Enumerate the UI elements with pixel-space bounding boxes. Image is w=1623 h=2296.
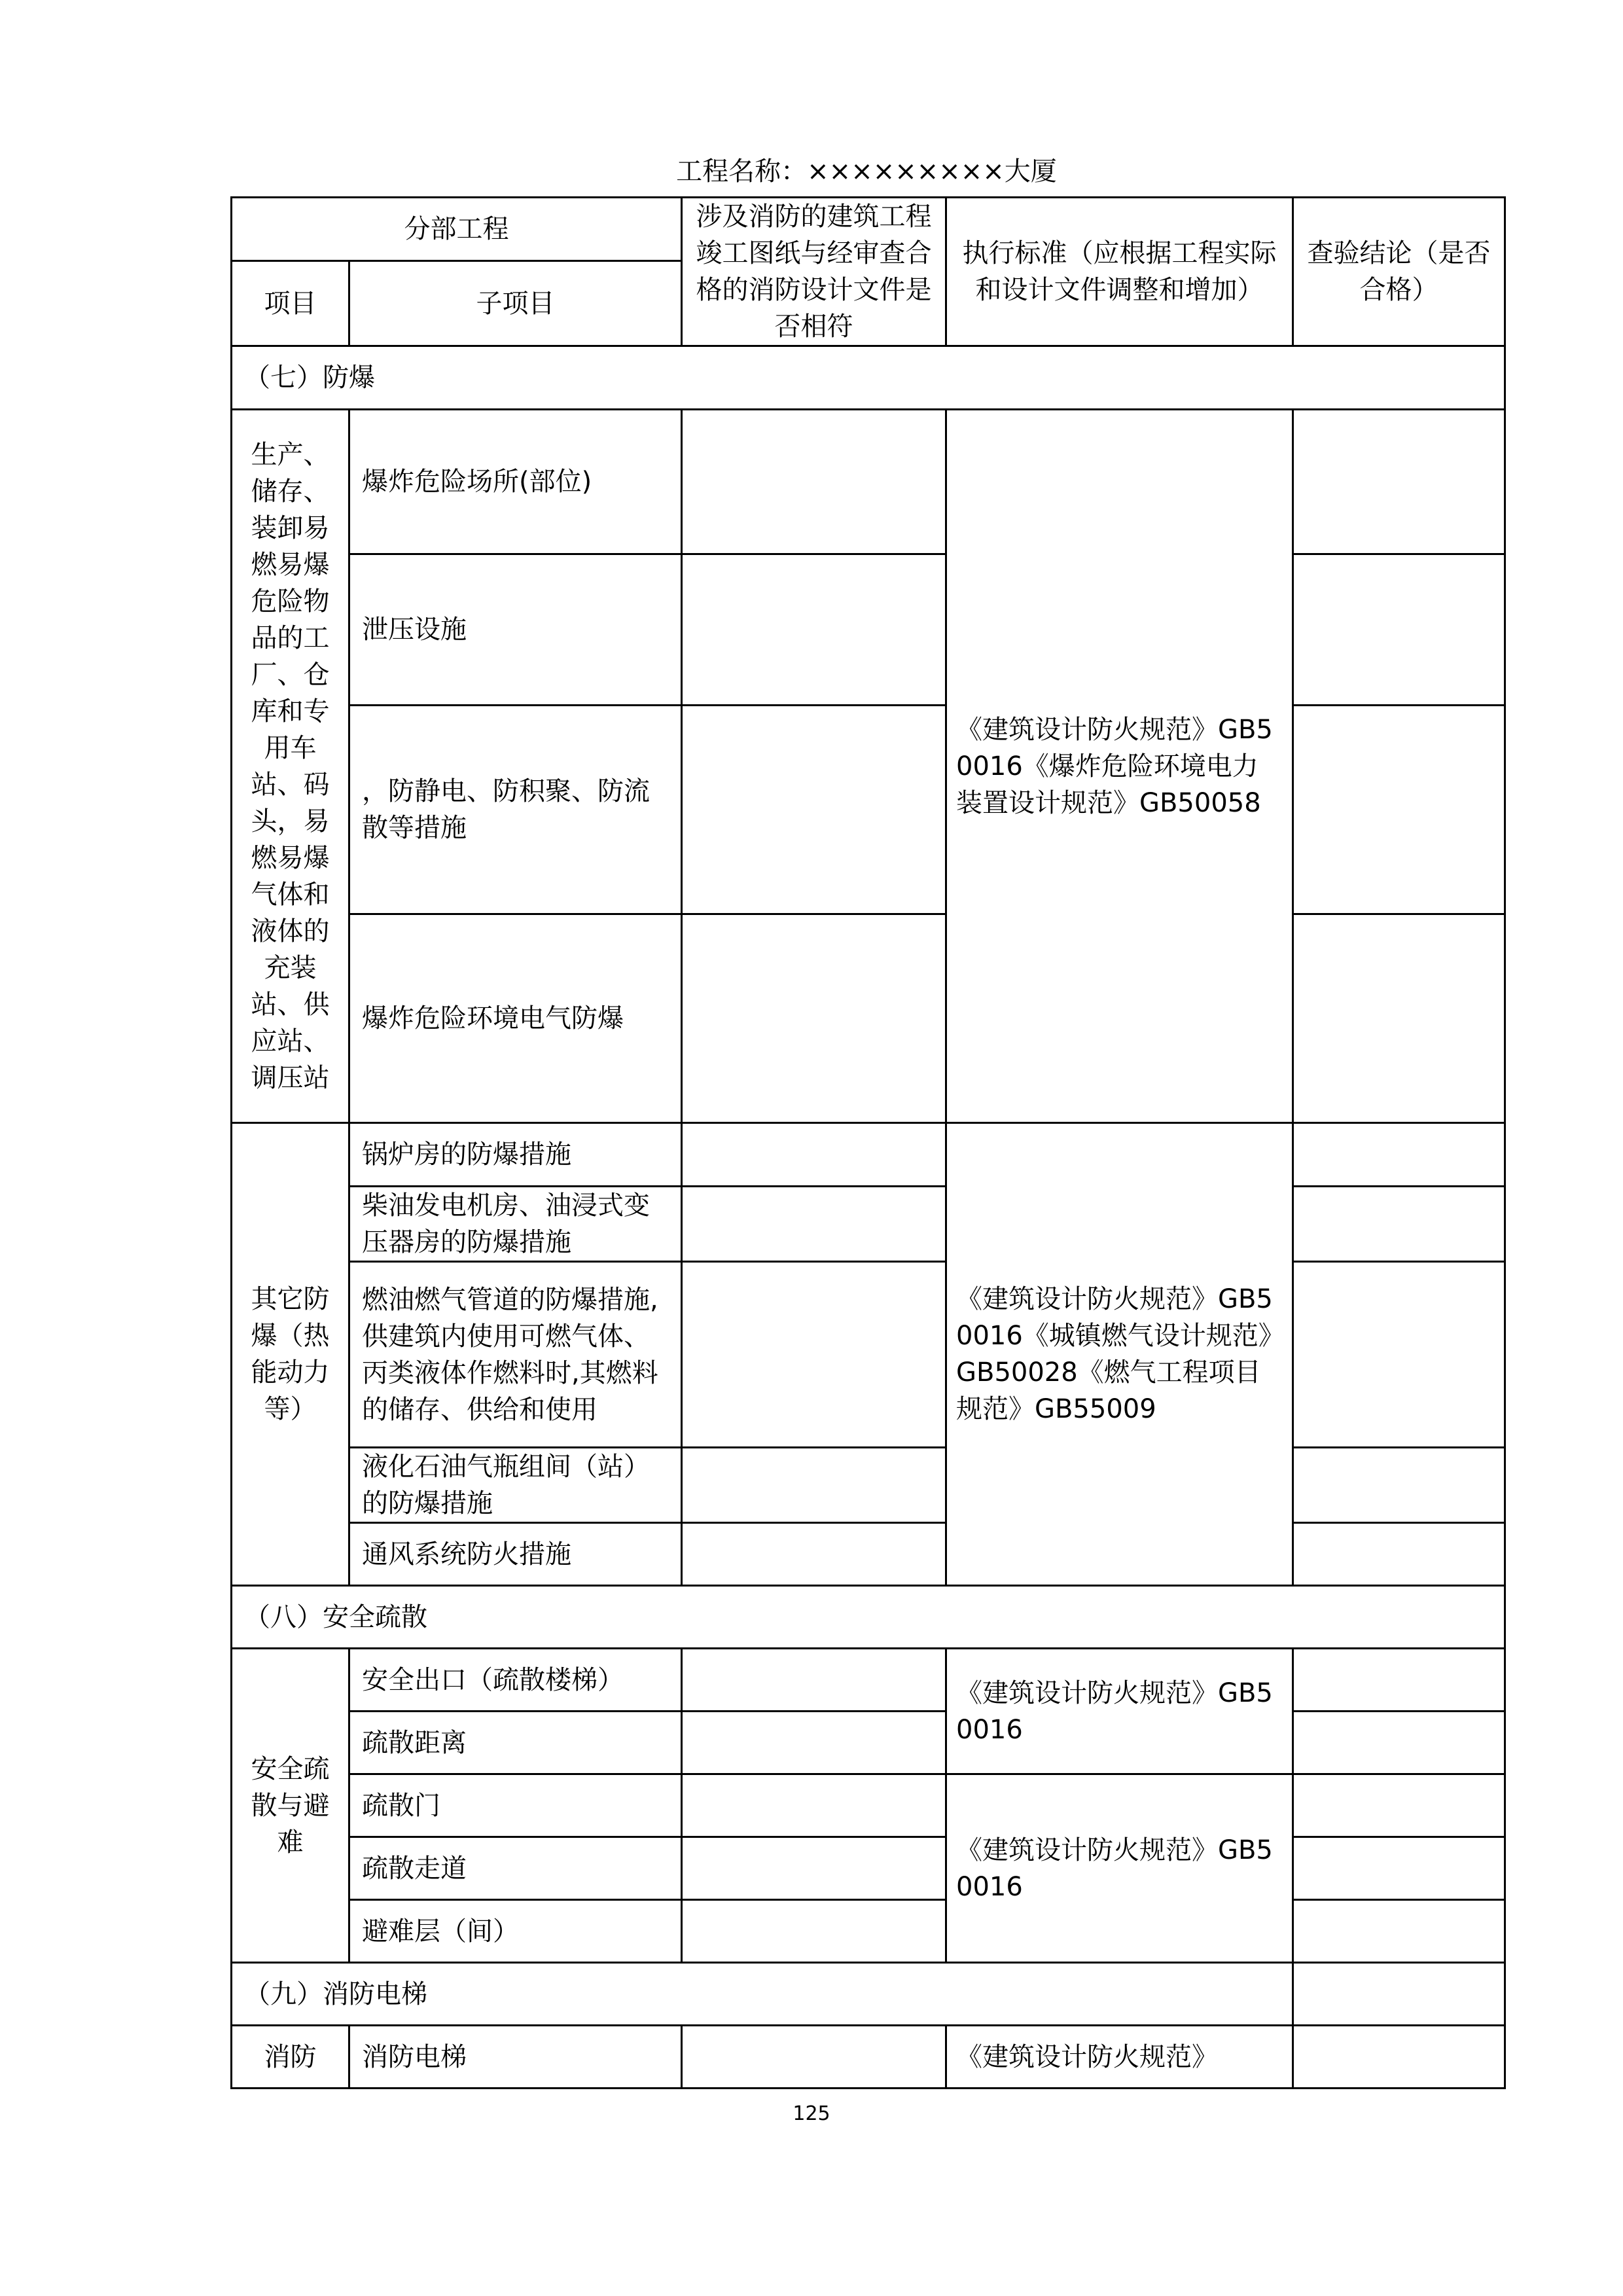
section-title-explosion: （七）防爆 <box>232 346 1505 410</box>
table-row <box>232 1523 1505 1586</box>
subitem-cell: 爆炸危险场所(部位) <box>349 410 682 554</box>
conclusion-cell <box>1293 410 1505 554</box>
header-standard: 执行标准（应根据工程实际和设计文件调整和增加） <box>946 198 1293 346</box>
subitem-cell: 疏散走道 <box>349 1837 682 1900</box>
conclusion-cell <box>1293 706 1505 914</box>
subitem-cell: 锅炉房的防爆措施 <box>349 1123 682 1187</box>
conclusion-cell <box>1293 1649 1505 1712</box>
conclusion-cell <box>1293 1900 1505 1963</box>
subitem-cell: 爆炸危险环境电气防爆 <box>349 914 682 1123</box>
subitem-cell: 消防电梯 <box>349 2026 682 2089</box>
subitem-cell: 泄压设施 <box>349 554 682 706</box>
consistency-cell <box>682 1774 946 1837</box>
subitem-cell: 疏散距离 <box>349 1712 682 1774</box>
item-explosive-facilities: 生产、储存、装卸易燃易爆危险物品的工厂、仓库和专用车站、码头，易燃易爆气体和液体的充装站、供应站、调压站 <box>232 410 349 1123</box>
subitem-cell: 液化石油气瓶组间（站）的防爆措施 <box>349 1448 682 1523</box>
table-row <box>232 706 1505 914</box>
table-row <box>232 1649 1505 1712</box>
table-row <box>232 1900 1505 1963</box>
consistency-cell <box>682 554 946 706</box>
consistency-cell <box>682 2026 946 2089</box>
fire-inspection-table <box>230 196 1506 2089</box>
standard-cell: 《建筑设计防火规范》 <box>946 2026 1293 2089</box>
header-consistency: 涉及消防的建筑工程竣工图纸与经审查合格的消防设计文件是否相符 <box>682 198 946 346</box>
page-number: 125 <box>793 2102 830 2125</box>
consistency-cell <box>682 1900 946 1963</box>
consistency-cell <box>682 1837 946 1900</box>
consistency-cell <box>682 1448 946 1523</box>
project-title: 工程名称：×××××××××大厦 <box>676 156 1057 187</box>
consistency-cell <box>682 410 946 554</box>
subitem-cell: 避难层（间） <box>349 1900 682 1963</box>
consistency-cell <box>682 1262 946 1448</box>
section-row-evacuation <box>232 1586 1505 1649</box>
section-title-elevator: （九）消防电梯 <box>232 1963 1293 2026</box>
conclusion-cell <box>1293 1123 1505 1187</box>
standard-cell: 《建筑设计防火规范》GB50016 <box>946 1649 1293 1774</box>
subitem-cell: ，防静电、防积聚、防流散等措施 <box>349 706 682 914</box>
header-row-1 <box>232 198 1505 261</box>
subitem-cell: 安全出口（疏散楼梯） <box>349 1649 682 1712</box>
table-row <box>232 1712 1505 1774</box>
consistency-cell <box>682 1712 946 1774</box>
subitem-cell: 燃油燃气管道的防爆措施,供建筑内使用可燃气体、丙类液体作燃料时,其燃料的储存、供给和使用 <box>349 1262 682 1448</box>
consistency-cell <box>682 914 946 1123</box>
item-elevator: 消防 <box>232 2026 349 2089</box>
conclusion-cell <box>1293 1523 1505 1586</box>
consistency-cell <box>682 1649 946 1712</box>
section-row-elevator <box>232 1963 1505 2026</box>
subitem-cell: 柴油发电机房、油浸式变压器房的防爆措施 <box>349 1187 682 1262</box>
consistency-cell <box>682 706 946 914</box>
subitem-cell: 疏散门 <box>349 1774 682 1837</box>
conclusion-cell <box>1293 914 1505 1123</box>
table-row <box>232 1262 1505 1448</box>
standard-cell: 《建筑设计防火规范》GB50016《爆炸危险环境电力装置设计规范》GB50058 <box>946 410 1293 1123</box>
table-row <box>232 1774 1505 1837</box>
table-row <box>232 1448 1505 1523</box>
item-evacuation: 安全疏散与避难 <box>232 1649 349 1963</box>
consistency-cell <box>682 1523 946 1586</box>
header-division: 分部工程 <box>232 198 682 261</box>
section-title-evacuation: （八）安全疏散 <box>232 1586 1505 1649</box>
table-row <box>232 2026 1505 2089</box>
subitem-cell: 通风系统防火措施 <box>349 1523 682 1586</box>
standard-cell: 《建筑设计防火规范》GB50016 <box>946 1774 1293 1963</box>
conclusion-cell <box>1293 1262 1505 1448</box>
consistency-cell <box>682 1123 946 1187</box>
table-row <box>232 410 1505 554</box>
conclusion-cell <box>1293 1187 1505 1262</box>
conclusion-cell <box>1293 2026 1505 2089</box>
table-row <box>232 1187 1505 1262</box>
conclusion-cell <box>1293 1837 1505 1900</box>
conclusion-cell <box>1293 1712 1505 1774</box>
table-row <box>232 914 1505 1123</box>
conclusion-cell <box>1293 1963 1505 2026</box>
conclusion-cell <box>1293 554 1505 706</box>
consistency-cell <box>682 1187 946 1262</box>
standard-cell: 《建筑设计防火规范》GB50016《城镇燃气设计规范》GB50028《燃气工程项目规范》GB55009 <box>946 1123 1293 1586</box>
conclusion-cell <box>1293 1448 1505 1523</box>
table-row <box>232 554 1505 706</box>
table-row <box>232 1837 1505 1900</box>
header-conclusion: 查验结论（是否合格） <box>1293 198 1505 346</box>
table-row <box>232 1123 1505 1187</box>
conclusion-cell <box>1293 1774 1505 1837</box>
section-row-explosion <box>232 346 1505 410</box>
item-other-explosion: 其它防爆（热能动力等） <box>232 1123 349 1586</box>
header-subitem: 子项目 <box>349 261 682 346</box>
header-item: 项目 <box>232 261 349 346</box>
